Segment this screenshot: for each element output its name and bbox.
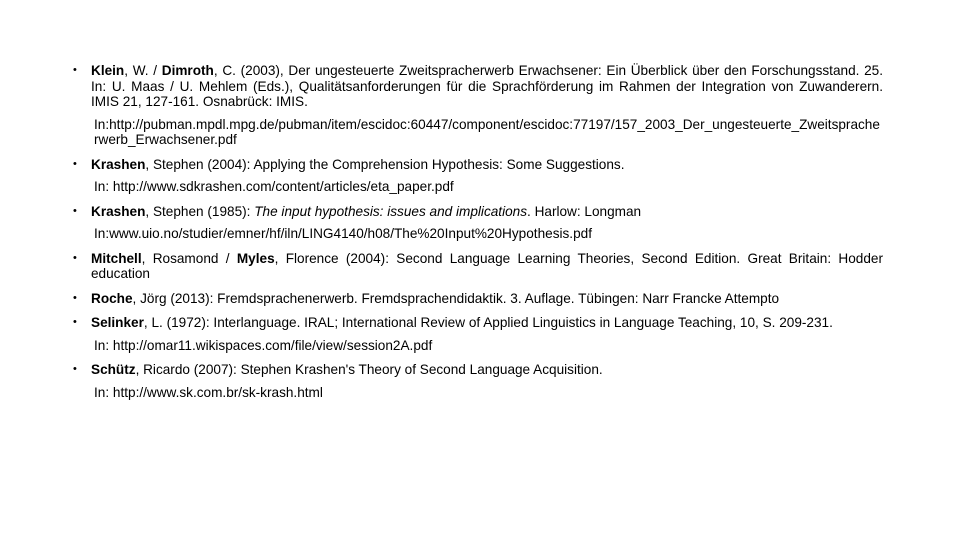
reference-text — [91, 251, 883, 282]
reference-item — [73, 157, 883, 195]
reference-url[interactable]: In: http://www.sdkrashen.com/content/articles/eta_paper.pdf — [94, 179, 454, 194]
author-name: Roche — [91, 290, 133, 306]
reference-details: , L. (1972): Interlanguage. IRAL; International Review of Applied Linguistics in Language Teaching, 10, S. 209-231. — [143, 315, 833, 330]
bullet-icon: • — [73, 157, 77, 170]
bullet-icon: • — [73, 291, 77, 304]
author-name: Dimroth — [161, 63, 214, 78]
reference-title: The input hypothesis: issues and implications — [254, 203, 528, 219]
reference-text — [91, 291, 883, 307]
reference-url[interactable]: In:http://pubman.mpdl.mpg.de/pubman/item/escidoc:60447/component/escidoc:77197/157_2003_Der_ungesteuerte_Zweitspracherwerb_Erwachsener.pdf — [94, 116, 880, 147]
author-name: Selinker — [91, 315, 144, 330]
reference-details: , Jörg (2013): Fremdsprachenerwerb. Fremdsprachendidaktik. 3. Auflage. Tübingen: Narr Francke Attempto — [132, 290, 780, 306]
reference-separator: , Rosamond / — [141, 250, 237, 266]
reference-item — [73, 291, 883, 307]
reference-item — [73, 204, 883, 242]
bullet-icon: • — [73, 204, 77, 217]
reference-details: , Florence (2004): Second Language Learning Theories, Second Edition. Great Britain: Hodder education — [91, 250, 884, 281]
reference-item — [73, 362, 883, 400]
reference-list — [73, 63, 883, 409]
reference-item — [73, 251, 883, 282]
reference-url[interactable]: In:www.uio.no/studier/emner/hf/iln/LING4140/h08/The%20Input%20Hypothesis.pdf — [94, 226, 592, 241]
bullet-icon: • — [73, 363, 77, 375]
reference-text — [91, 63, 883, 110]
reference-url[interactable]: In: http://www.sk.com.br/sk-krash.html — [94, 384, 323, 400]
author-name: Myles — [236, 250, 275, 266]
bullet-icon: • — [73, 64, 77, 76]
reference-separator: , W. / — [124, 63, 162, 78]
reference-url[interactable]: In: http://omar11.wikispaces.com/file/view/session2A.pdf — [94, 337, 433, 353]
reference-text — [91, 204, 883, 220]
bullet-icon: • — [73, 316, 77, 328]
reference-details: , Stephen (1985): — [145, 203, 255, 219]
reference-text — [91, 157, 883, 173]
reference-text — [91, 362, 883, 378]
author-name: Krashen — [91, 156, 146, 172]
reference-details: , Ricardo (2007): Stephen Krashen's Theory of Second Language Acquisition. — [135, 362, 603, 377]
reference-text — [91, 315, 883, 331]
author-name: Schütz — [91, 362, 136, 377]
reference-details: . Harlow: Longman — [527, 203, 642, 219]
reference-item — [73, 315, 883, 353]
reference-details: , C. (2003), Der ungesteuerte Zweitspracherwerb Erwachsener: Ein Überblick über den Forschungsstand. 25. In: U. Maas / U. Mehlem (Eds.), Qualitätsanforderungen für die Sprachförderung im Rahmen der Integration von Zuwanderern. IMIS 21, 127-161. Osnabrück: IMIS. — [91, 63, 884, 109]
bullet-icon: • — [73, 251, 77, 264]
author-name: Mitchell — [91, 250, 142, 266]
author-name: Klein — [91, 63, 125, 78]
author-name: Krashen — [91, 203, 146, 219]
reference-item — [73, 63, 883, 148]
reference-details: , Stephen (2004): Applying the Comprehension Hypothesis: Some Suggestions. — [145, 156, 625, 172]
